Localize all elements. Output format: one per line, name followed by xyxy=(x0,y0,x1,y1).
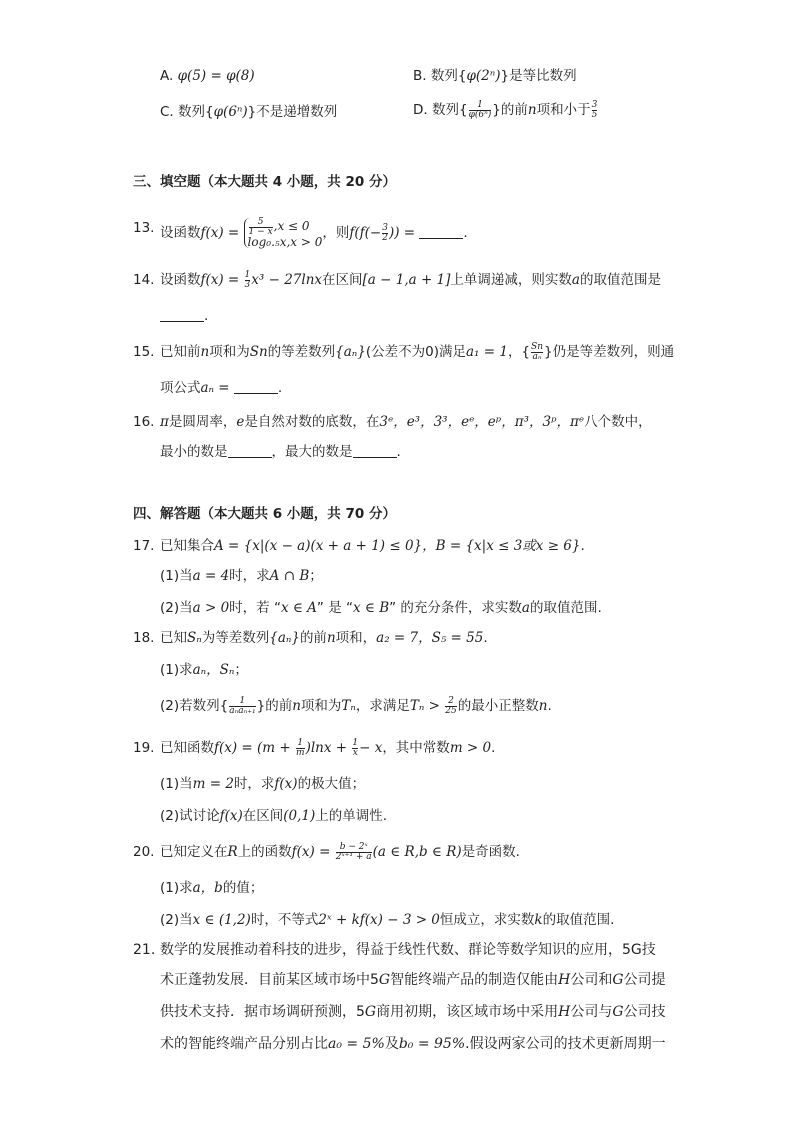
text: 的取值范围. xyxy=(542,912,615,928)
denominator: x xyxy=(352,747,358,758)
text: . xyxy=(204,308,209,324)
math: )) = xyxy=(388,225,416,241)
text: . xyxy=(483,630,488,646)
math: n xyxy=(200,344,210,360)
fraction xyxy=(445,697,456,716)
question-13 xyxy=(160,218,468,248)
math: f(f(− xyxy=(349,225,382,241)
question-14 xyxy=(160,270,661,290)
denominator: 5 xyxy=(591,109,598,120)
math: f(x) = xyxy=(200,272,240,288)
math: 3ᵉ，e³，3³，eᵉ，eᵖ，π³，3ᵖ，πᵉ xyxy=(379,414,585,430)
answer-blank xyxy=(353,443,397,458)
math: H xyxy=(558,1004,571,1020)
question-18 xyxy=(160,628,488,648)
numerator: 2 xyxy=(448,695,454,706)
math: a₁ = 1 xyxy=(465,344,508,360)
denominator: m xyxy=(296,747,305,758)
text: 商用初期，该区域市场中采用 xyxy=(376,1004,559,1020)
text: . xyxy=(277,380,283,396)
text: . xyxy=(580,538,585,554)
question-18-part-1 xyxy=(160,660,248,680)
text: 上的函数 xyxy=(237,844,292,860)
text: 在区间 xyxy=(242,808,284,824)
question-number: 16. xyxy=(133,414,155,430)
text: 是自然对数的底数，在 xyxy=(244,414,380,430)
text: 时，求 xyxy=(233,776,275,792)
question-19 xyxy=(160,738,495,758)
math: G xyxy=(612,972,624,988)
text: 已知函数 xyxy=(160,740,214,756)
text: 时，求 xyxy=(229,568,270,584)
section-title: 四、解答题（本大题共 6 小题，共 70 分） xyxy=(133,506,396,522)
question-21-line4 xyxy=(160,1034,666,1054)
question-17-part-1 xyxy=(160,566,323,586)
text: ； xyxy=(309,568,323,584)
option-label: B. xyxy=(413,68,427,84)
text: ； xyxy=(234,662,248,678)
math: Tₙ > xyxy=(409,698,440,714)
math: a，b xyxy=(192,880,223,896)
math: x ∈ (1,2) xyxy=(192,912,251,928)
text: 的最小正整数 xyxy=(457,698,539,714)
text: 八个数中， xyxy=(584,414,652,430)
question-number: 14. xyxy=(133,272,155,288)
piecewise xyxy=(244,218,323,248)
question-19-part-1 xyxy=(160,774,365,794)
denominator: 3 xyxy=(244,279,251,290)
text: ，则 xyxy=(322,225,350,241)
math: φ(2ⁿ) xyxy=(466,68,501,84)
option-label: C. xyxy=(160,104,174,120)
question-number: 17. xyxy=(133,538,155,554)
question-20-part-2 xyxy=(160,910,614,930)
math: π xyxy=(160,414,169,430)
text: 公司和 xyxy=(570,972,613,988)
text: }是等比数列 xyxy=(500,68,577,84)
text: 的取值范围. xyxy=(529,600,602,616)
text: 上的单调性. xyxy=(315,808,388,824)
math: [a − 1,a + 1] xyxy=(362,272,451,288)
option-label: D. xyxy=(413,102,428,118)
text: . xyxy=(547,698,552,714)
text: (2)试讨论 xyxy=(160,808,220,824)
math: n xyxy=(292,698,301,714)
text: ，{ xyxy=(507,344,531,360)
numerator: 1 xyxy=(239,695,246,706)
text: 数列{ xyxy=(430,68,467,84)
text: (1)求 xyxy=(160,662,193,678)
text: 项公式 xyxy=(160,380,201,396)
question-number: 21. xyxy=(133,942,156,958)
question-21-line3 xyxy=(160,1002,666,1022)
text: }的前 xyxy=(256,698,293,714)
numerator: 5 xyxy=(257,217,264,227)
math: x³ − 27lnx xyxy=(251,272,323,288)
case-2: log₀.₅x,x > 0 xyxy=(247,235,323,249)
text: ，最大的数是 xyxy=(271,444,353,460)
option-text: φ(5) = φ(8) xyxy=(177,68,255,84)
text: 的值； xyxy=(222,880,264,896)
text: }的前 xyxy=(492,102,528,118)
question-14-line2 xyxy=(160,306,208,326)
question-number: 13. xyxy=(133,220,155,236)
math: G xyxy=(612,1004,624,1020)
math: R xyxy=(227,844,238,860)
fraction xyxy=(336,843,372,862)
math: f(x) xyxy=(274,776,298,792)
section-title: 三、填空题（本大题共 4 小题，共 20 分） xyxy=(133,174,396,190)
text: 最小的数是 xyxy=(160,444,228,460)
question-21-line1: 数学的发展推动着科技的进步，得益于线性代数、群论等数学知识的应用，5G技 xyxy=(160,942,656,958)
numerator: 3 xyxy=(591,99,598,110)
denominator: 2ˣ⁺¹ + a xyxy=(335,851,372,862)
text: 公司技 xyxy=(623,1004,666,1020)
fraction xyxy=(382,224,388,243)
text: ，其中常数 xyxy=(382,740,450,756)
math: aₙ = xyxy=(200,380,230,396)
denominator: aₙaₙ₊₁ xyxy=(229,705,256,716)
question-15-line2 xyxy=(160,378,282,398)
option-label: A. xyxy=(160,68,174,84)
denominator: 25 xyxy=(445,705,457,716)
question-18-part-2 xyxy=(160,696,552,716)
fraction xyxy=(469,101,492,120)
numerator: 1 xyxy=(477,99,483,110)
numerator: 1 xyxy=(297,737,304,748)
text: 项和， xyxy=(335,630,377,646)
fraction xyxy=(229,697,255,716)
text: 项和为 xyxy=(209,344,250,360)
math: m > 0 xyxy=(449,740,492,756)
question-number: 20. xyxy=(133,844,155,860)
question-number: 19. xyxy=(133,740,155,756)
math: {aₙ} xyxy=(269,630,300,646)
option-c xyxy=(160,102,337,122)
text: 的前 xyxy=(299,630,327,646)
text: (1)求 xyxy=(160,880,193,896)
text: 项和小于 xyxy=(536,102,591,118)
answer-blank xyxy=(160,307,204,322)
text: (公差不为0)满足 xyxy=(365,344,466,360)
math: f(x) = xyxy=(291,844,331,860)
question-number: 18. xyxy=(133,630,155,646)
text: (1)当 xyxy=(160,568,193,584)
math: b₀ = 95% xyxy=(398,1036,466,1052)
math: f(x) xyxy=(219,808,243,824)
question-20-part-1 xyxy=(160,878,263,898)
answer-blank xyxy=(228,443,272,458)
text: 的取值范围是 xyxy=(579,272,661,288)
text: 数列{ xyxy=(431,102,468,118)
question-16-line2 xyxy=(160,442,401,462)
text: 是奇函数. xyxy=(461,844,520,860)
text: (2)若数列{ xyxy=(160,698,229,714)
math: f(x) = xyxy=(200,225,240,241)
denominator: aₙ xyxy=(532,351,542,362)
text: 及 xyxy=(384,1036,399,1052)
math: x ∈ A xyxy=(280,600,317,616)
denominator: 2 xyxy=(382,232,388,243)
math: a₀ = 5% xyxy=(328,1036,385,1052)
text: 时，若 “ xyxy=(229,600,281,616)
text: 已知集合 xyxy=(160,538,214,554)
math: a = 4 xyxy=(192,568,230,584)
text: (1)当 xyxy=(160,776,193,792)
math: e xyxy=(236,414,245,430)
text: 的等差数列 xyxy=(267,344,336,360)
math: n xyxy=(538,698,548,714)
math: (0,1) xyxy=(283,808,316,824)
text: 已知前 xyxy=(160,344,201,360)
math: aₙ，Sₙ xyxy=(192,662,235,678)
math: m = 2 xyxy=(192,776,234,792)
text: 项和为 xyxy=(300,698,342,714)
option-d xyxy=(413,100,598,120)
text: }不是递增数列 xyxy=(247,104,338,120)
math: )lnx + xyxy=(305,740,348,756)
text: 公司与 xyxy=(570,1004,613,1020)
option-b xyxy=(413,66,577,86)
text: 术的智能终端产品分别占比 xyxy=(160,1036,328,1052)
denominator: 1 − x xyxy=(248,227,273,237)
text: ” 的充分条件，求实数 xyxy=(389,600,522,616)
question-17-part-2 xyxy=(160,598,602,618)
numerator: b − 2ˣ xyxy=(339,841,368,852)
question-15 xyxy=(160,342,674,362)
math: a > 0 xyxy=(192,600,230,616)
text: 设函数 xyxy=(160,225,201,241)
math: n xyxy=(527,102,537,118)
text: 术正蓬勃发展．目前某区域市场中5 xyxy=(160,972,379,988)
text: 上单调递减，则实数 xyxy=(450,272,572,288)
text: .假设两家公司的技术更新周期一 xyxy=(465,1036,666,1052)
math: a xyxy=(521,600,530,616)
math: G xyxy=(378,972,391,988)
text: 为等差数列 xyxy=(201,630,270,646)
text: }仍是等差数列，则通 xyxy=(544,344,675,360)
text: ，求满足 xyxy=(355,698,410,714)
question-17 xyxy=(160,536,585,556)
math: Sn xyxy=(249,344,268,360)
text: 是圆周率， xyxy=(168,414,237,430)
fraction xyxy=(296,739,305,758)
text: . xyxy=(396,444,401,460)
math: − x xyxy=(359,740,383,756)
math: {aₙ} xyxy=(335,344,366,360)
answer-blank xyxy=(419,224,463,239)
question-number: 15. xyxy=(133,344,155,360)
fraction xyxy=(245,271,251,290)
math: a₂ = 7，S₅ = 55 xyxy=(376,630,484,646)
numerator: 1 xyxy=(352,737,359,748)
numerator: 1 xyxy=(244,269,251,280)
math: a xyxy=(571,272,580,288)
question-16 xyxy=(160,412,652,432)
math: n xyxy=(326,630,336,646)
math: f(x) = (m + xyxy=(214,740,291,756)
text: 设函数 xyxy=(160,272,201,288)
fraction xyxy=(531,343,543,362)
condition: ,x ≤ 0 xyxy=(273,219,310,233)
text: 时，不等式 xyxy=(250,912,319,928)
numerator: Sn xyxy=(531,341,543,352)
text: 供技术支持．据市场调研预测，5 xyxy=(160,1004,365,1020)
text: 智能终端产品的制造仅能由 xyxy=(390,972,559,988)
text: 恒成立，求实数 xyxy=(439,912,535,928)
text: (2)当 xyxy=(160,912,193,928)
text: 公司提 xyxy=(623,972,666,988)
math: G xyxy=(364,1004,377,1020)
math: Sₙ xyxy=(187,630,202,646)
numerator: 3 xyxy=(382,222,388,233)
text: (2)当 xyxy=(160,600,193,616)
text: 已知 xyxy=(160,630,187,646)
text: . xyxy=(491,740,496,756)
question-20 xyxy=(160,842,520,862)
answer-blank xyxy=(234,379,278,394)
text: . xyxy=(463,225,468,241)
fraction xyxy=(352,739,358,758)
math: A = {x|(x − a)(x + a + 1) ≤ 0}，B = {x|x ≤ 3或x ≥ 6} xyxy=(214,538,581,554)
math: k xyxy=(534,912,543,928)
math: x ∈ B xyxy=(353,600,390,616)
math: Tₙ xyxy=(341,698,356,714)
math: 2ˣ + kf(x) − 3 > 0 xyxy=(318,912,440,928)
math: (a ∈ R,b ∈ R) xyxy=(372,844,462,860)
question-19-part-2 xyxy=(160,806,387,826)
math: φ(6ⁿ) xyxy=(213,104,248,120)
math: H xyxy=(558,972,571,988)
text: 的极大值； xyxy=(297,776,366,792)
text: 在区间 xyxy=(322,272,363,288)
denominator: φ(6ⁿ) xyxy=(468,109,492,120)
question-21-line2 xyxy=(160,970,666,990)
text: 已知定义在 xyxy=(160,844,228,860)
text: 数列{ xyxy=(178,104,214,120)
option-a xyxy=(160,66,255,86)
math: A ∩ B xyxy=(269,568,310,584)
fraction xyxy=(592,101,598,120)
text: ” 是 “ xyxy=(316,600,353,616)
